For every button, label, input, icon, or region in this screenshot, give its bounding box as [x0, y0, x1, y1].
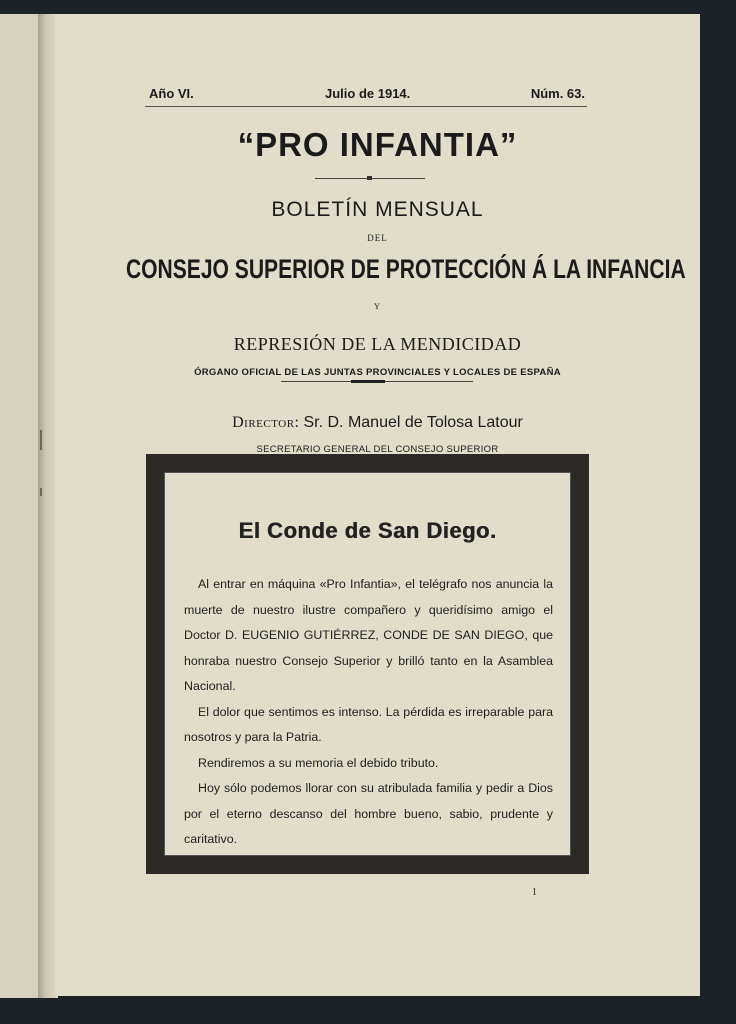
binding-mark [40, 488, 42, 496]
left-page-edge [0, 14, 41, 998]
repression-heading: REPRESIÓN DE LA MENDICIDAD [233, 334, 522, 354]
article-paragraph: El dolor que sentimos es intenso. La pérdida es irreparable para nosotros y para la Patria. [184, 704, 553, 744]
article-paragraph: Al entrar en máquina «Pro Infantia», el telégrafo nos anuncia la muerte de nuestro ilustre compañero y queridísimo amigo el Doctor D. EUGENIO GUTIÉRREZ, CONDE DE SAN DIEGO, que honraba nuestro Consejo Superior y brilló tanto en la Asamblea Nacional. [184, 577, 553, 693]
issue-header [145, 86, 587, 107]
council-name: CONSEJO SUPERIOR DE PROTECCIÓN Á LA INFANCIA [125, 254, 686, 284]
page-number: 1 [532, 887, 537, 898]
article-paragraph: Hoy sólo podemos llorar con su atribulada familia y pedir a Dios por el eterno descanso del hombre bueno, sabio, prudente y caritativo. [184, 781, 553, 846]
director-label: Director: [232, 414, 300, 431]
article-body [184, 572, 553, 853]
mourning-border-box [146, 454, 589, 874]
secretary-title: SECRETARIO GENERAL DEL CONSEJO SUPERIOR [256, 444, 499, 455]
publication-title: “PRO INFANTIA” [237, 126, 518, 163]
binding-mark [40, 430, 42, 450]
official-organ-line: ÓRGANO OFICIAL DE LAS JUNTAS PROVINCIALES Y LOCALES DE ESPAÑA [194, 367, 561, 378]
bulletin-page [55, 14, 700, 996]
issue-date: Julio de 1914. [325, 86, 411, 101]
connector-y: Y [374, 302, 381, 311]
bulletin-subtitle: BOLETÍN MENSUAL [271, 198, 484, 221]
connector-del: DEL [367, 233, 388, 243]
article-paragraph: Rendiremos a su memoria el debido tributo. [198, 755, 439, 770]
director-line [55, 414, 700, 432]
article-title: El Conde de San Diego. [238, 518, 497, 543]
issue-number: Núm. 63. [530, 86, 585, 101]
section-divider-bold [351, 380, 385, 383]
director-name: Sr. D. Manuel de Tolosa Latour [303, 414, 523, 431]
issue-year: Año VI. [149, 86, 194, 101]
title-divider-dot [367, 176, 372, 180]
